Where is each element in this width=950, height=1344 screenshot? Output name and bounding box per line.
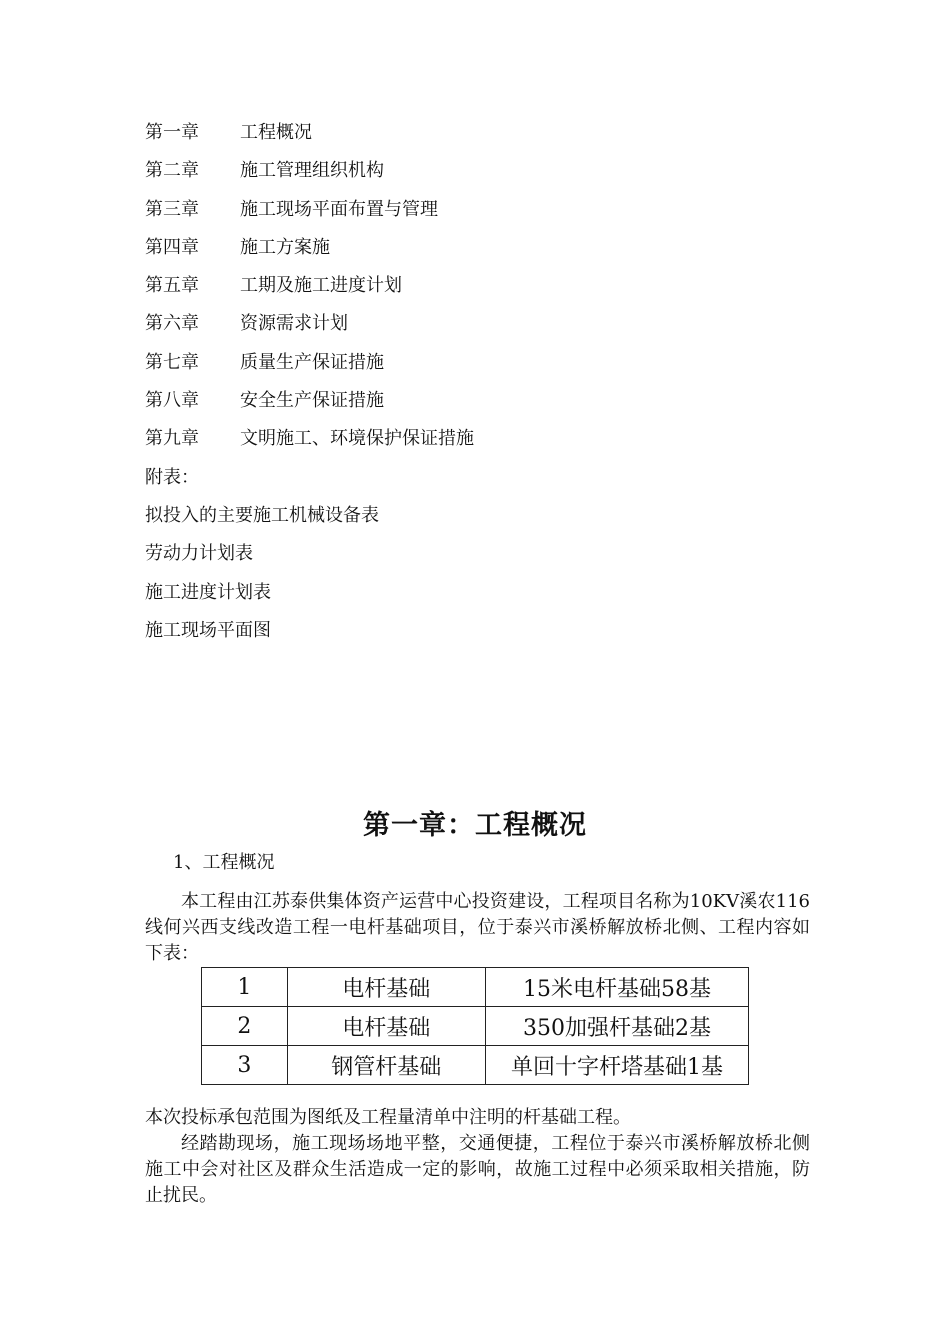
table-cell-type: 电杆基础 xyxy=(287,968,485,1007)
table-cell-detail: 单回十字杆塔基础1基 xyxy=(485,1046,748,1085)
table-cell-type: 电杆基础 xyxy=(287,1007,485,1046)
toc-chapter-title: 安全生产保证措施 xyxy=(240,390,384,412)
toc-entry xyxy=(145,193,745,231)
table-cell-index: 2 xyxy=(202,1007,288,1046)
toc-chapter-title: 质量生产保证措施 xyxy=(240,351,384,373)
toc-chapter-number: 第三章 xyxy=(145,198,199,220)
toc-entry xyxy=(145,384,745,422)
table-cell-type: 钢管杆基础 xyxy=(287,1046,485,1085)
table-row xyxy=(202,968,749,1007)
toc-entry xyxy=(145,231,745,269)
toc-chapter-number: 第六章 xyxy=(145,313,199,335)
toc-chapter-title: 施工管理组织机构 xyxy=(240,160,384,182)
table-row xyxy=(202,1046,749,1085)
work-content-table xyxy=(201,967,749,1085)
table-cell-index: 1 xyxy=(202,968,288,1007)
appendix-item: 施工现场平面图 xyxy=(145,619,271,641)
toc-entry xyxy=(145,346,745,384)
toc-chapter-number: 第一章 xyxy=(145,122,199,143)
toc-chapter-title: 工期及施工进度计划 xyxy=(240,275,402,297)
appendix-heading: 附表： xyxy=(145,466,199,488)
toc-chapter-title: 工程概况 xyxy=(240,122,312,143)
table-cell-detail: 350加强杆基础2基 xyxy=(485,1007,748,1046)
appendix-item: 拟投入的主要施工机械设备表 xyxy=(145,504,379,526)
table-row xyxy=(202,1007,749,1046)
toc-chapter-title: 资源需求计划 xyxy=(240,313,348,335)
table-cell-index: 3 xyxy=(202,1046,288,1085)
toc-chapter-number: 第九章 xyxy=(145,428,199,450)
scope-paragraph: 本次投标承包范围为图纸及工程量清单中注明的杆基础工程。 xyxy=(145,1107,631,1128)
toc-chapter-number: 第七章 xyxy=(145,351,199,373)
toc-chapter-number: 第五章 xyxy=(145,275,199,297)
section-heading: 1、工程概况 xyxy=(173,852,275,873)
toc-chapter-number: 第四章 xyxy=(145,236,199,258)
toc-entry xyxy=(145,116,745,154)
toc-entry xyxy=(145,422,745,460)
toc-chapter-title: 施工方案施 xyxy=(240,236,330,258)
chapter-title: 第一章：工程概况 xyxy=(363,810,587,841)
appendix-item: 劳动力计划表 xyxy=(145,543,253,565)
toc-chapter-title: 文明施工、环境保护保证措施 xyxy=(240,428,474,450)
toc-chapter-number: 第二章 xyxy=(145,160,199,182)
site-paragraph: 经踏勘现场，施工现场场地平整，交通便捷，工程位于泰兴市溪桥解放桥北侧施工中会对社区及群众生活造成一定的影响，故施工过程中必须采取相关措施，防止扰民。 xyxy=(145,1133,810,1206)
intro-paragraph: 本工程由江苏泰供集体资产运营中心投资建设，工程项目名称为10KV溪农116线何兴西支线改造工程一电杆基础项目，位于泰兴市溪桥解放桥北侧、工程内容如下表： xyxy=(145,891,810,964)
table-of-contents xyxy=(145,116,745,652)
appendix-item: 施工进度计划表 xyxy=(145,581,271,603)
table-cell-detail: 15米电杆基础58基 xyxy=(485,968,748,1007)
toc-entry xyxy=(145,307,745,345)
toc-entry xyxy=(145,269,745,307)
toc-chapter-title: 施工现场平面布置与管理 xyxy=(240,198,438,220)
toc-entry xyxy=(145,154,745,192)
toc-chapter-number: 第八章 xyxy=(145,390,199,412)
